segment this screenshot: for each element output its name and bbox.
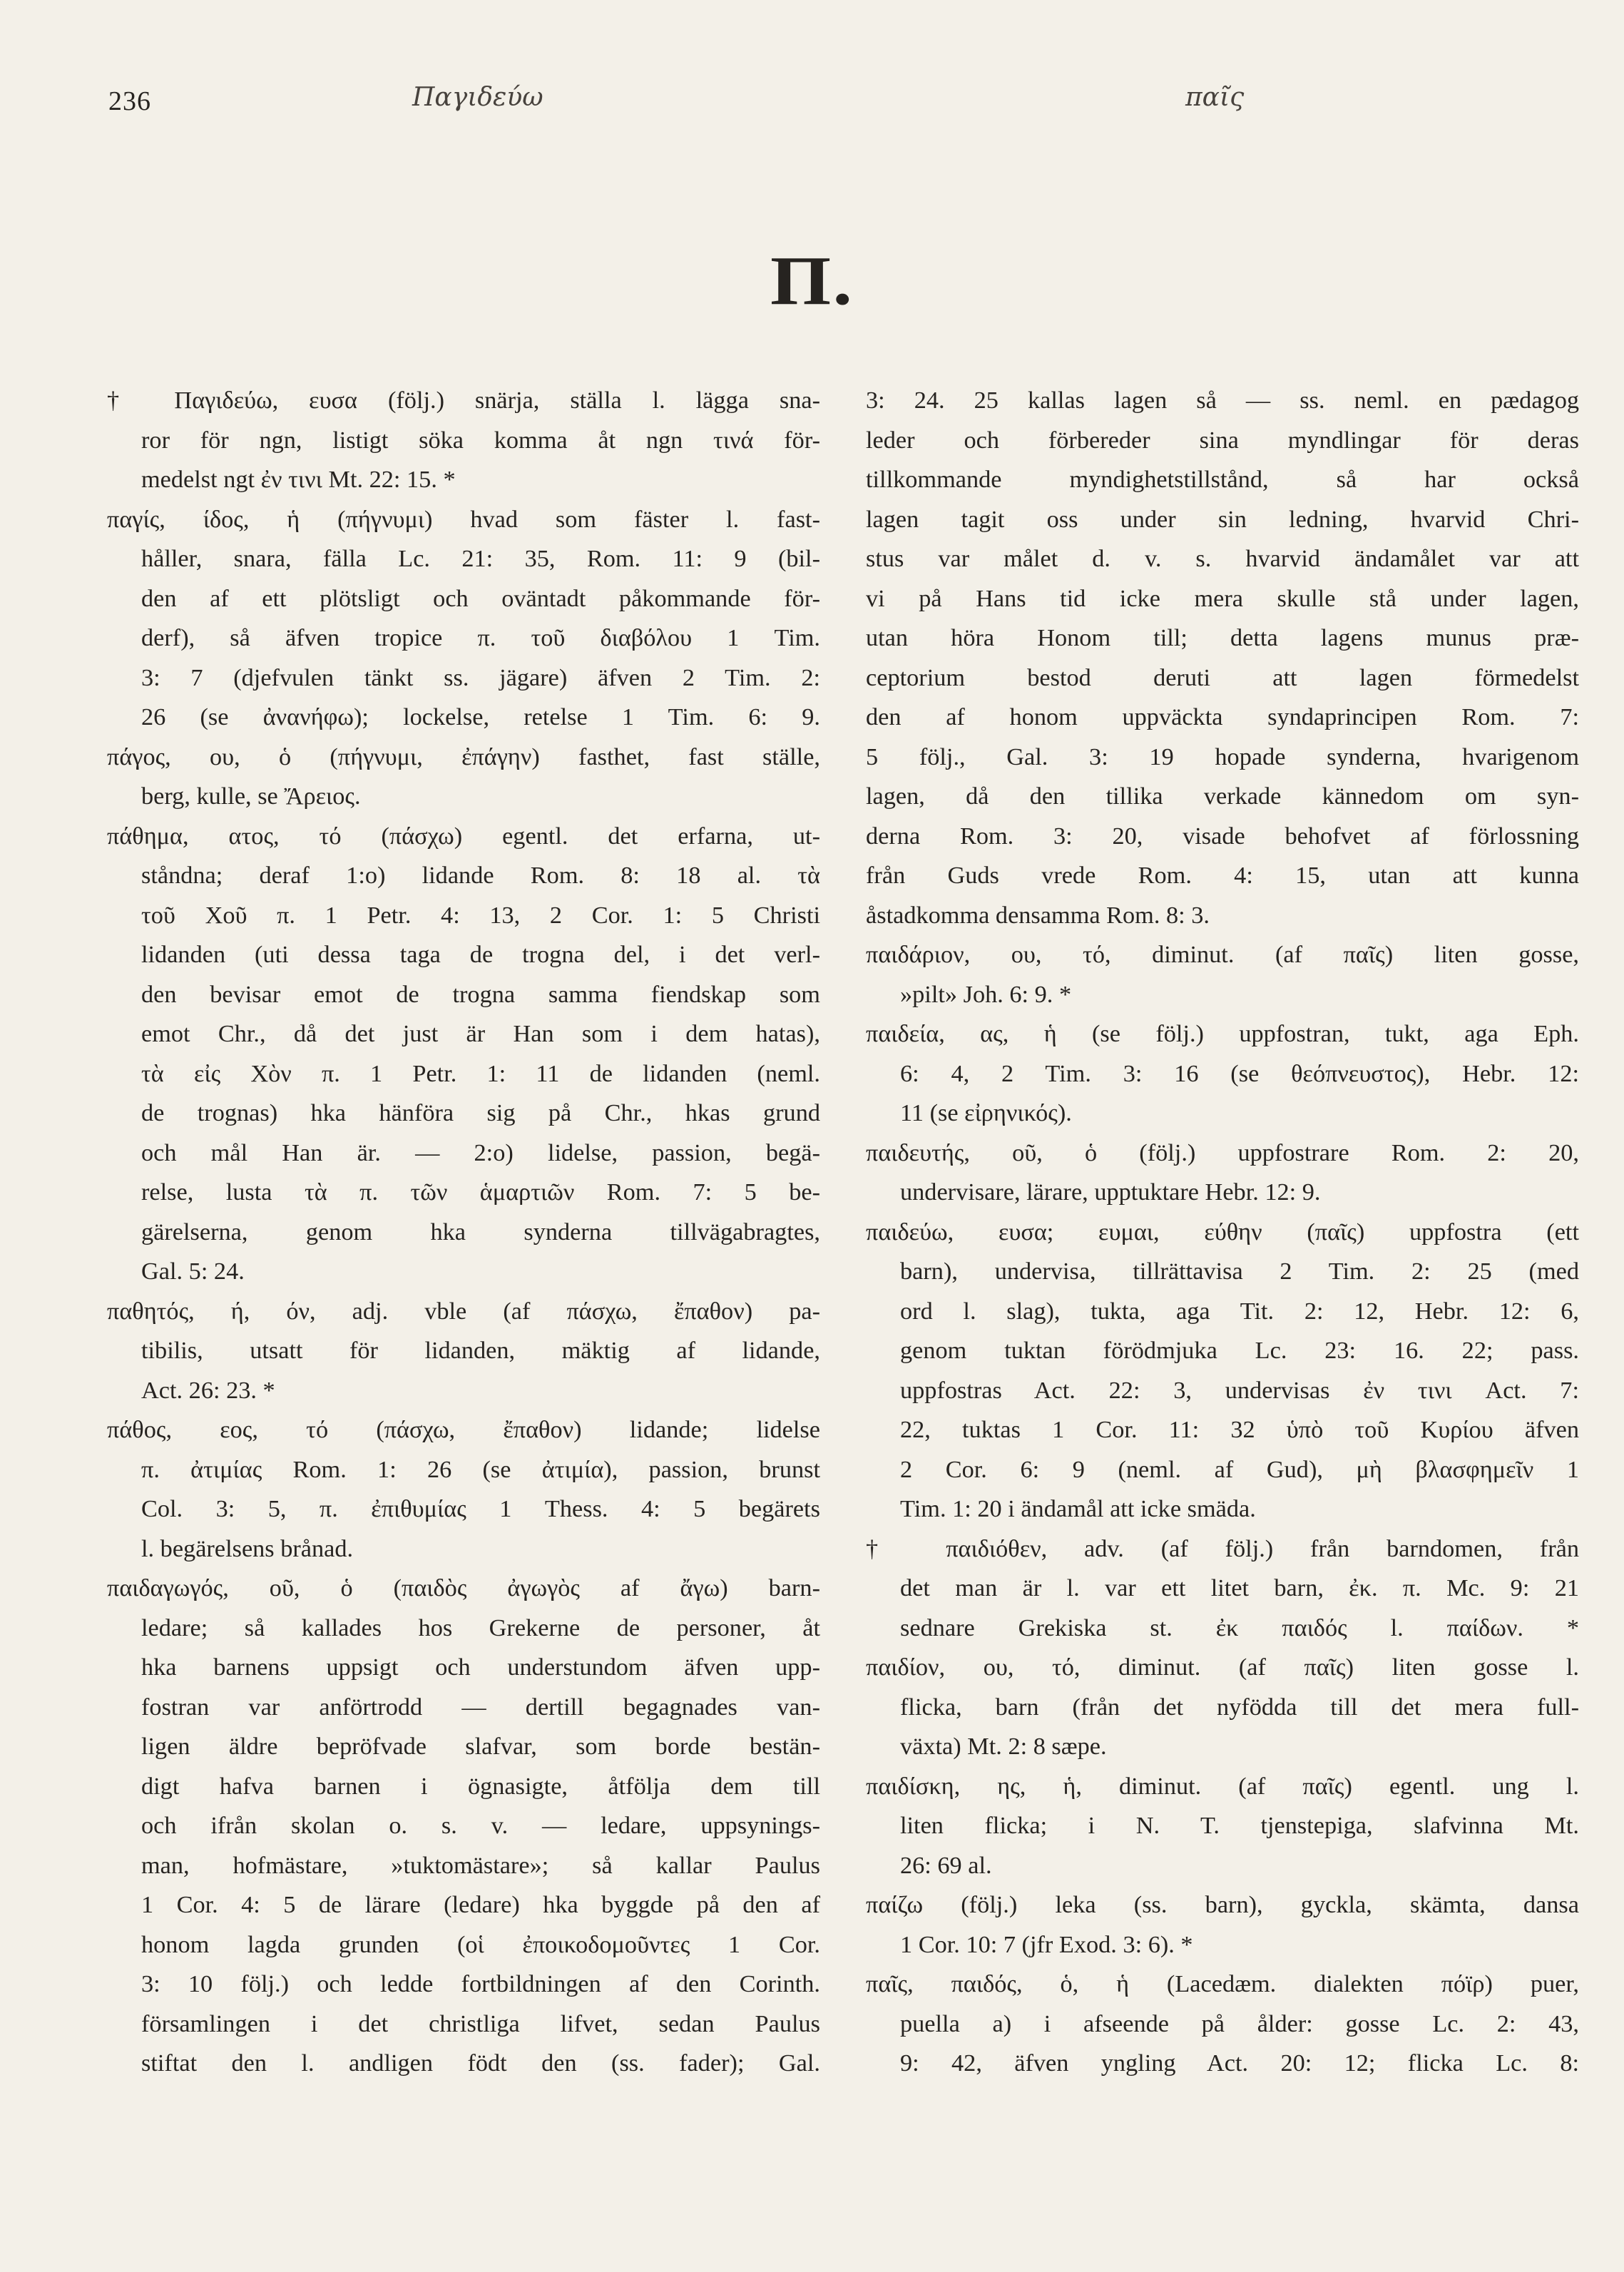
text-line: τοῦ Χοῦ π. 1 Petr. 4: 13, 2 Cor. 1: 5 Christi	[141, 901, 820, 929]
text-line: 2 Cor. 6: 9 (neml. af Gud), μὴ βλασφημεῖν 1	[900, 1455, 1579, 1483]
text-line: den af ett plötsligt och oväntadt påkommande för-	[141, 584, 820, 612]
text-line: † Παγιδεύω, ευσα (följ.) snärja, ställa l. lägga sna-	[107, 387, 820, 414]
text-line: † παιδιόθεν, adv. (af följ.) från barndomen, från	[866, 1534, 1579, 1562]
text-line: lidanden (uti dessa taga de trogna del, i det verl-	[141, 941, 820, 968]
text-line: παιδευτής, οῦ, ὁ (följ.) uppfostrare Rom. 2: 20,	[866, 1138, 1579, 1166]
text-line: digt hafva barnen i ögnasigte, åtfölja dem till	[141, 1772, 820, 1800]
text-line: 3: 24. 25 kallas lagen så — ss. neml. en pædagog	[866, 387, 1579, 414]
text-line: uppfostras Act. 22: 3, undervisas ἐν τινι Act. 7:	[900, 1376, 1579, 1404]
text-line: 22, tuktas 1 Cor. 11: 32 ὑπὸ τοῦ Κυρίου äfven	[900, 1416, 1579, 1443]
text-line: tibilis, utsatt för lidanden, mäktig af lidande,	[141, 1337, 820, 1364]
text-line: stiftat den l. andligen födt den (ss. fader); Gal.	[141, 2049, 820, 2077]
text-line: 5 följ., Gal. 3: 19 hopade synderna, hvarigenom	[866, 743, 1579, 770]
header-first-entry: Παγιδεύω	[412, 83, 543, 112]
text-line: 6: 4, 2 Tim. 3: 16 (se θεόπνευστος), Hebr. 12:	[900, 1059, 1579, 1087]
text-line: τὰ εἰς Χὸν π. 1 Petr. 1: 11 de lidanden (neml.	[141, 1059, 820, 1087]
text-line: fostran var anförtrodd — dertill begagnades van-	[141, 1693, 820, 1721]
text-line: och mål Han är. — 2:o) lidelse, passion, begä-	[141, 1138, 820, 1166]
text-line: honom lagda grunden (οἱ ἐποικοδομοῦντες 1 Cor.	[141, 1930, 820, 1958]
text-line: vi på Hans tid icke mera skulle stå under lagen,	[866, 584, 1579, 612]
text-line: παιδεύω, ευσα; ευμαι, εύθην (παῖς) uppfostra (ett	[866, 1218, 1579, 1245]
text-line: παιδεία, ας, ἡ (se följ.) uppfostran, tukt, aga Eph.	[866, 1020, 1579, 1047]
section-letter-heading: Π.	[770, 243, 854, 320]
text-line: liten flicka; i N. T. tjenstepiga, slafvinna Mt.	[900, 1812, 1579, 1839]
text-line: 1 Cor. 4: 5 de lärare (ledare) hka byggde på den af	[141, 1891, 820, 1918]
text-line: den bevisar emot de trogna samma fiendskap som	[141, 980, 820, 1008]
text-line: παιδάριον, ου, τό, diminut. (af παῖς) liten gosse,	[866, 941, 1579, 968]
text-line: Tim. 1: 20 i ändamål att icke smäda.	[900, 1495, 1256, 1522]
text-line: lagen tagit oss under sin ledning, hvarvid Chri-	[866, 505, 1579, 533]
text-line: stus var målet d. v. s. hvarvid ändamålet var att	[866, 545, 1579, 572]
text-line: παιδίσκη, ης, ἡ, diminut. (af παῖς) egentl. ung l.	[866, 1772, 1579, 1800]
page-header	[0, 80, 1624, 123]
text-line: sednare Grekiska st. ἐκ παιδός l. παίδων. *	[900, 1614, 1579, 1641]
text-line: 26: 69 al.	[900, 1851, 992, 1879]
text-line: man, hofmästare, »tuktomästare»; så kallar Paulus	[141, 1851, 820, 1879]
text-line: 1 Cor. 10: 7 (jfr Exod. 3: 6). *	[900, 1930, 1193, 1958]
text-line: παῖς, παιδός, ὁ, ἡ (Lacedæm. dialekten πόϊρ) puer,	[866, 1970, 1579, 1997]
text-line: derna Rom. 3: 20, visade behofvet af förlossning	[866, 822, 1579, 850]
text-line: leder och förbereder sina myndlingar för deras	[866, 426, 1579, 454]
text-line: den af honom uppväckta syndaprincipen Rom. 7:	[866, 703, 1579, 730]
text-line: παιδίον, ου, τό, diminut. (af παῖς) liten gosse l.	[866, 1654, 1579, 1681]
text-line: Gal. 5: 24.	[141, 1258, 245, 1285]
text-line: växta) Mt. 2: 8 sæpe.	[900, 1733, 1107, 1760]
text-line: medelst ngt ἐν τινι Mt. 22: 15. *	[141, 466, 456, 493]
text-line: församlingen i det christliga lifvet, sedan Paulus	[141, 2009, 820, 2037]
text-line: åstadkomma densamma Rom. 8: 3.	[866, 901, 1210, 929]
text-line: παιδαγωγός, οῦ, ὁ (παιδὸς ἀγωγὸς af ἄγω) barn-	[107, 1574, 820, 1601]
text-line: undervisare, lärare, upptuktare Hebr. 12: 9.	[900, 1178, 1321, 1206]
text-line: tillkommande myndighetstillstånd, så har också	[866, 466, 1579, 493]
text-line: hka barnens uppsigt och understundom äfven upp-	[141, 1654, 820, 1681]
text-line: de trognas) hka hänföra sig på Chr., hkas grund	[141, 1099, 820, 1126]
text-line: πάγος, ου, ὁ (πήγνυμι, ἐπάγην) fasthet, fast ställe,	[107, 743, 820, 770]
text-line: barn), undervisa, tillrättavisa 2 Tim. 2: 25 (med	[900, 1258, 1579, 1285]
left-column	[107, 381, 820, 2084]
text-line: 3: 7 (djefvulen tänkt ss. jägare) äfven 2 Tim. 2:	[141, 663, 820, 691]
text-line: 11 (se εἰρηνικός).	[900, 1099, 1072, 1126]
text-line: ord l. slag), tukta, aga Tit. 2: 12, Hebr. 12: 6,	[900, 1297, 1579, 1325]
text-line: πάθημα, ατος, τό (πάσχω) egentl. det erfarna, ut-	[107, 822, 820, 850]
text-line: gärelserna, genom hka synderna tillvägabragtes,	[141, 1218, 820, 1245]
text-line: παθητός, ή, όν, adj. vble (af πάσχω, ἔπαθον) pa-	[107, 1297, 820, 1325]
text-line: l. begärelsens brånad.	[141, 1534, 354, 1562]
text-line: det man är l. var ett litet barn, ἐκ. π. Mc. 9: 21	[900, 1574, 1579, 1601]
text-line: håller, snara, fälla Lc. 21: 35, Rom. 11: 9 (bil-	[141, 545, 820, 572]
text-line: 9: 42, äfven yngling Act. 20: 12; flicka Lc. 8:	[900, 2049, 1579, 2077]
page-number: 236	[108, 86, 151, 116]
text-line: berg, kulle, se Ἄρειος.	[141, 783, 361, 810]
text-line: παίζω (följ.) leka (ss. barn), gyckla, skämta, dansa	[866, 1891, 1579, 1918]
text-line: emot Chr., då det just är Han som i dem hatas),	[141, 1020, 820, 1047]
text-line: ledare; så kallades hos Grekerne de personer, åt	[141, 1614, 820, 1641]
text-line: ståndna; deraf 1:o) lidande Rom. 8: 18 al. τὰ	[141, 862, 820, 889]
text-line: och ifrån skolan o. s. v. — ledare, uppsynings-	[141, 1812, 820, 1839]
header-last-entry: παῖς	[1185, 83, 1245, 112]
text-line: genom tuktan förödmjuka Lc. 23: 16. 22; pass.	[900, 1337, 1579, 1364]
text-line: ligen äldre bepröfvade slafvar, som borde bestän-	[141, 1733, 820, 1760]
text-line: 3: 10 följ.) och ledde fortbildningen af den Corinth.	[141, 1970, 820, 1997]
text-line: lagen, då den tillika verkade kännedom om syn-	[866, 783, 1579, 810]
text-line: π. ἀτιμίας Rom. 1: 26 (se ἀτιμία), passion, brunst	[141, 1455, 820, 1483]
text-line: Act. 26: 23. *	[141, 1376, 275, 1404]
text-line: ror för ngn, listigt söka komma åt ngn τινά för-	[141, 426, 820, 454]
text-line: utan höra Honom till; detta lagens munus præ-	[866, 624, 1579, 651]
text-line: παγίς, ίδος, ἡ (πήγνυμι) hvad som fäster l. fast-	[107, 505, 820, 533]
text-line: från Guds vrede Rom. 4: 15, utan att kunna	[866, 862, 1579, 889]
text-line: »pilt» Joh. 6: 9. *	[900, 980, 1072, 1008]
text-line: ceptorium bestod deruti att lagen förmedelst	[866, 663, 1579, 691]
text-line: 26 (se ἀνανήφω); lockelse, retelse 1 Tim. 6: 9.	[141, 703, 820, 730]
text-line: puella a) i afseende på ålder: gosse Lc. 2: 43,	[900, 2009, 1579, 2037]
text-line: relse, lusta τὰ π. τῶν ἁμαρτιῶν Rom. 7: 5 be-	[141, 1178, 820, 1206]
text-line: πάθος, εος, τό (πάσχω, ἔπαθον) lidande; lidelse	[107, 1416, 820, 1443]
text-line: flicka, barn (från det nyfödda till det mera full-	[900, 1693, 1579, 1721]
right-column	[866, 381, 1579, 2084]
text-line: derf), så äfven tropice π. τοῦ διαβόλου 1 Tim.	[141, 624, 820, 651]
text-line: Col. 3: 5, π. ἐπιθυμίας 1 Thess. 4: 5 begärets	[141, 1495, 820, 1522]
